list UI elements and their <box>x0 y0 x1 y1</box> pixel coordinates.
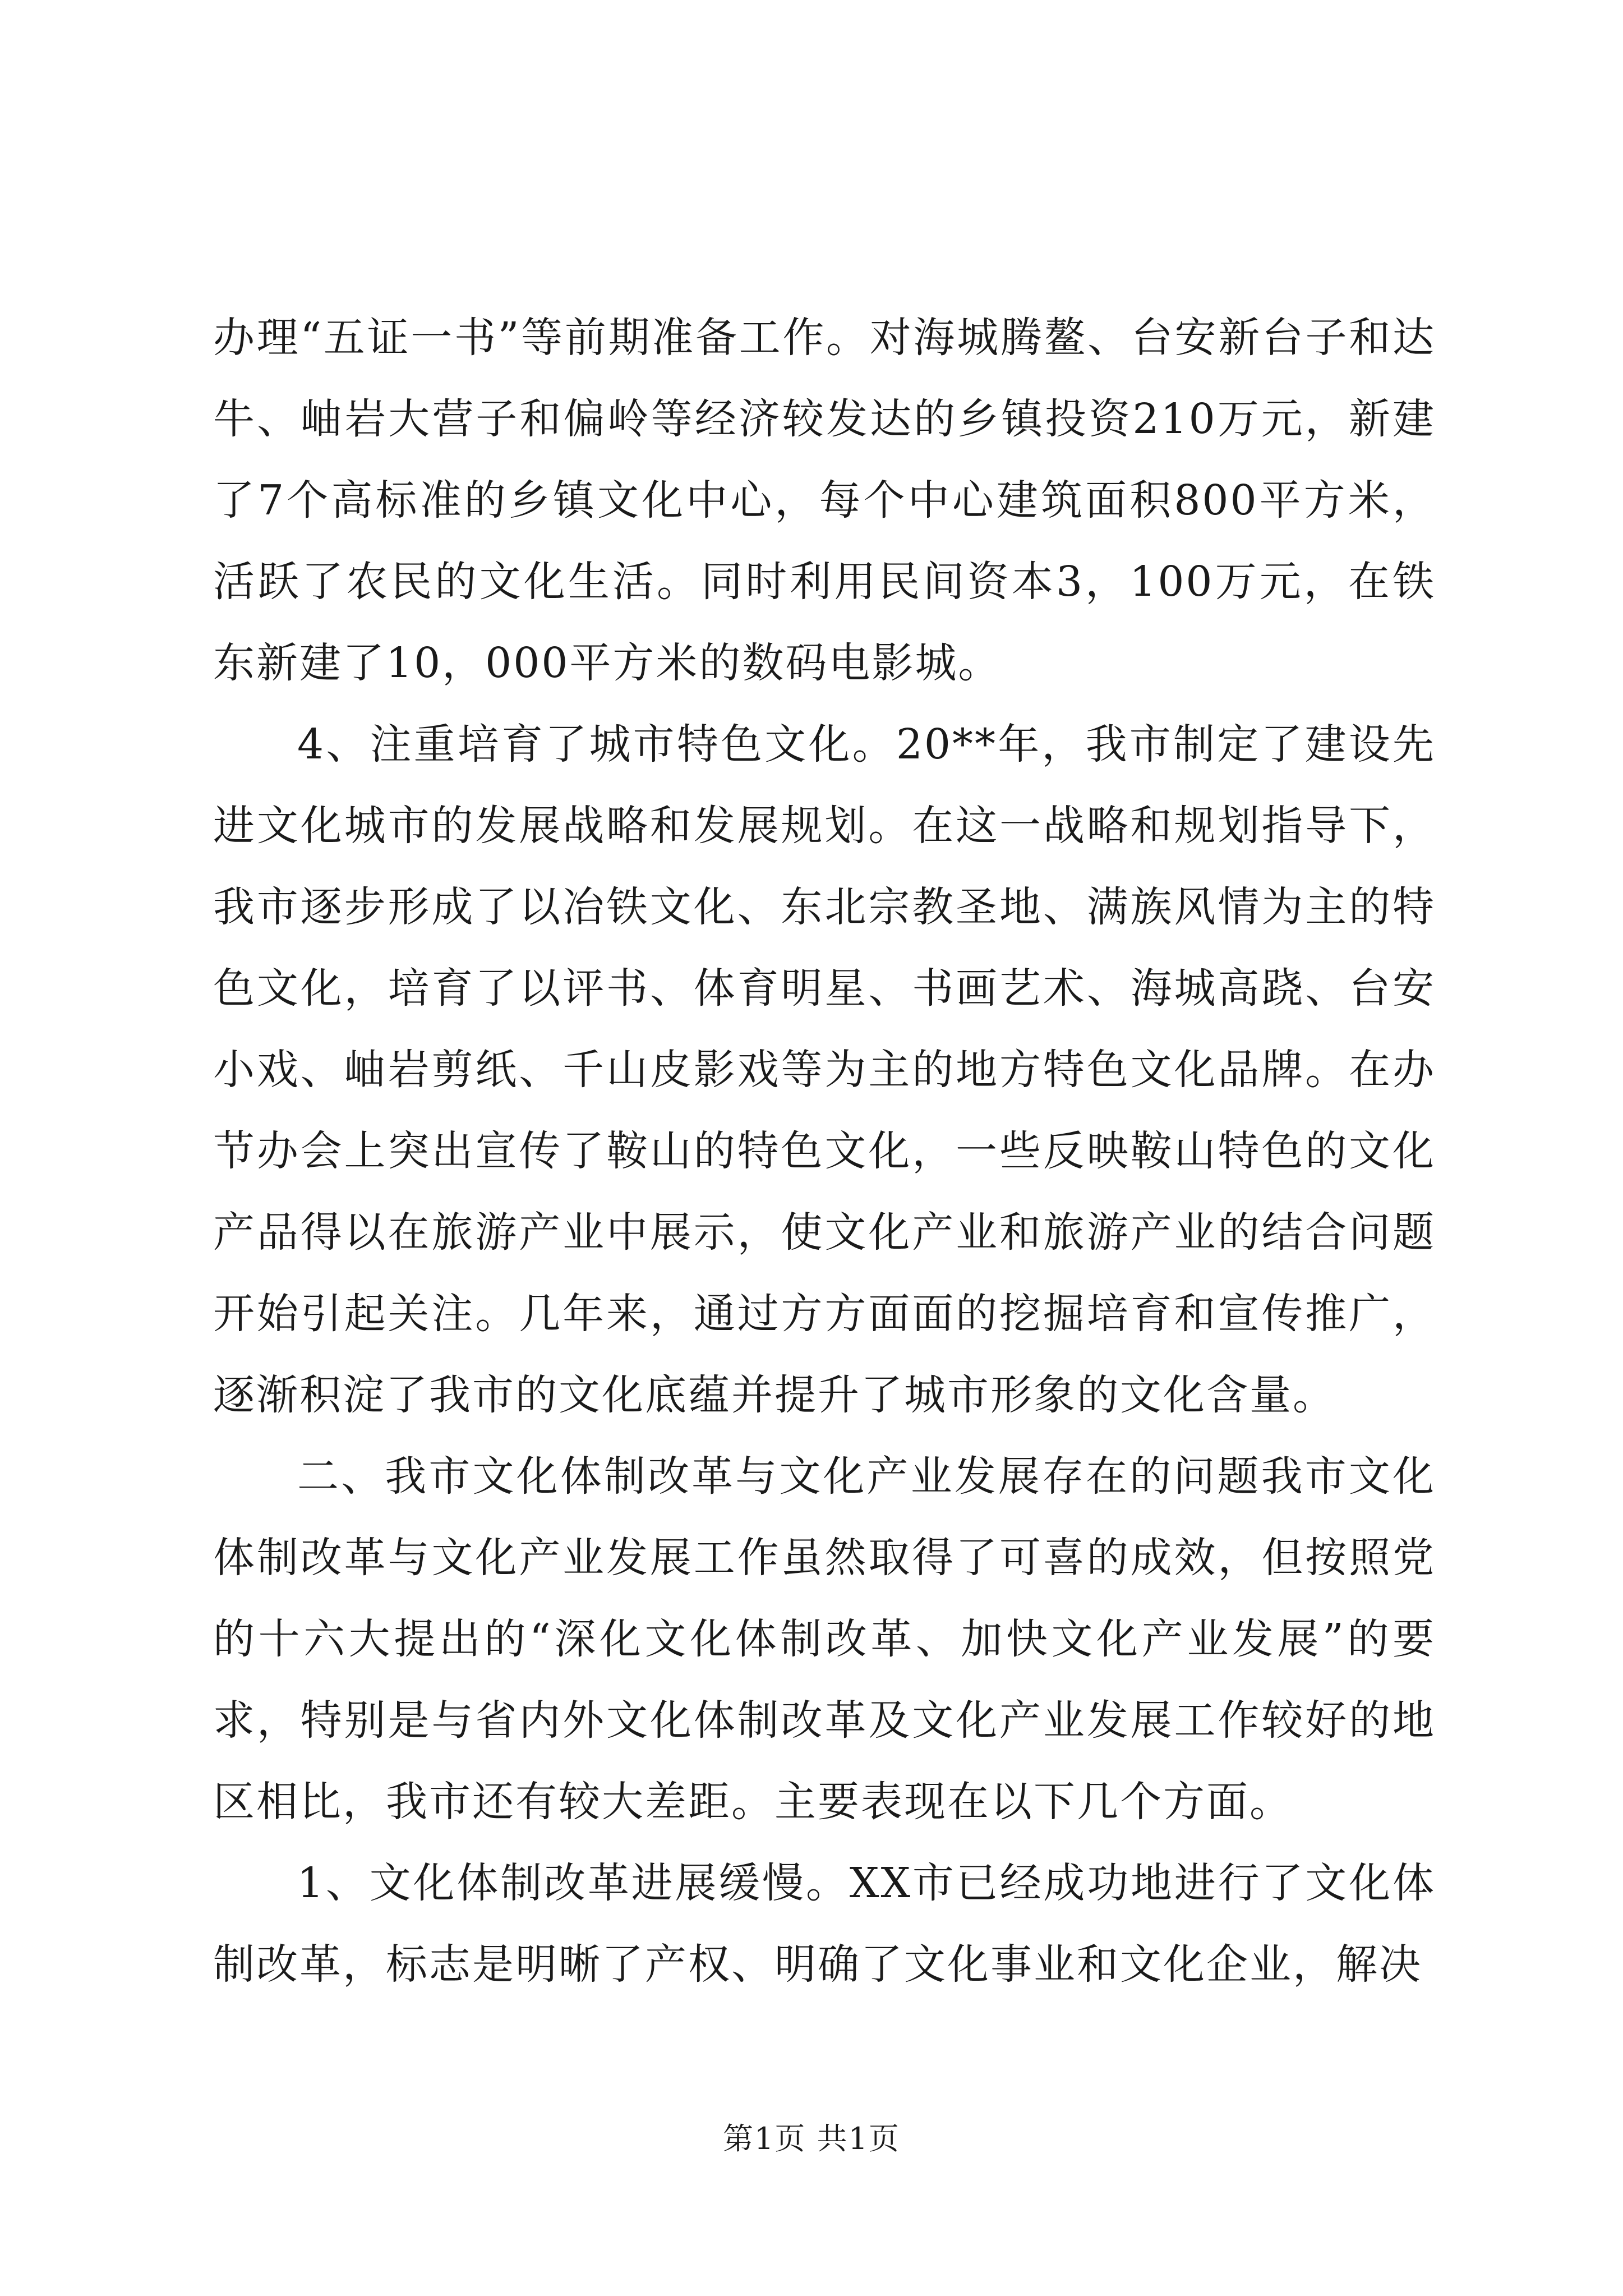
paragraph-section-4: 4、注重培育了城市特色文化。20**年，我市制定了建设先进文化城市的发展战略和发展规划。在这一战略和规划指导下，我市逐步形成了以冶铁文化、东北宗教圣地、满族风情为主的特色文化，培育了以评书、体育明星、书画艺术、海城高跷、台安小戏、岫岩剪纸、千山皮影戏等为主的地方特色文化品牌。在办节办会上突出宣传了鞍山的特色文化，一些反映鞍山特色的文化产品得以在旅游产业中展示，使文化产业和旅游产业的结合问题开始引起关注。几年来，通过方方面面的挖掘培育和宣传推广，逐渐积淀了我市的文化底蕴并提升了城市形象的文化含量。 <box>213 720 1436 1419</box>
document-body <box>213 297 1436 2005</box>
paragraph-section-1: 1、文化体制改革进展缓慢。XX市已经成功地进行了文化体制改革，标志是明晰了产权、明确了文化事业和文化企业，解决 <box>213 1859 1436 1989</box>
page-footer: 第1页 共1页 <box>723 2121 900 2156</box>
paragraph-section-2: 二、我市文化体制改革与文化产业发展存在的问题我市文化体制改革与文化产业发展工作虽然取得了可喜的成效，但按照党的十六大提出的“深化文化体制改革、加快文化产业发展”的要求，特别是与省内外文化体制改革及文化产业发展工作较好的地区相比，我市还有较大差距。主要表现在以下几个方面。 <box>213 1452 1436 1826</box>
paragraph-continuation: 办理“五证一书”等前期准备工作。对海城腾鳌、台安新台子和达牛、岫岩大营子和偏岭等经济较发达的乡镇投资210万元，新建了7个高标准的乡镇文化中心，每个中心建筑面积800平方米，活跃了农民的文化生活。同时利用民间资本3，100万元，在铁东新建了10，000平方米的数码电影城。 <box>213 314 1436 687</box>
